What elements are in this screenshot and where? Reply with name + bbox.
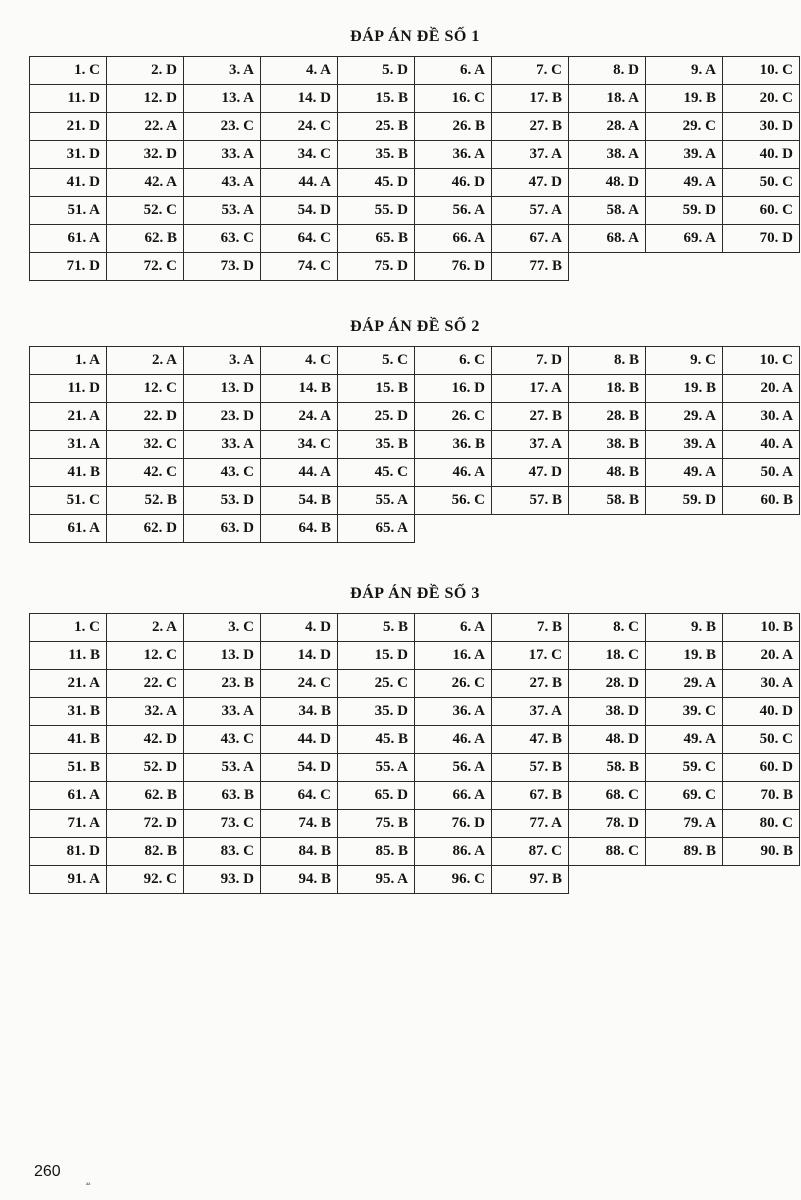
answer-cell: 8. D	[569, 57, 646, 85]
table-row	[30, 403, 800, 431]
answer-cell: 89. B	[646, 838, 723, 866]
answer-cell: 32. D	[107, 141, 184, 169]
table-row	[30, 431, 800, 459]
answer-table	[29, 346, 800, 543]
answer-cell: 82. B	[107, 838, 184, 866]
answer-cell: 81. D	[30, 838, 107, 866]
answer-cell: 32. A	[107, 698, 184, 726]
answer-cell: 29. A	[646, 670, 723, 698]
answer-cell: 44. A	[261, 169, 338, 197]
answer-cell: 67. B	[492, 782, 569, 810]
answer-cell: 50. C	[723, 169, 800, 197]
answer-cell: 20. C	[723, 85, 800, 113]
answer-cell: 2. A	[107, 347, 184, 375]
answer-cell: 13. D	[184, 642, 261, 670]
answer-cell: 79. A	[646, 810, 723, 838]
answer-cell: 47. D	[492, 459, 569, 487]
empty-cell	[569, 253, 646, 281]
answer-cell: 61. A	[30, 782, 107, 810]
answer-cell: 60. B	[723, 487, 800, 515]
answer-cell: 59. D	[646, 487, 723, 515]
table-row	[30, 347, 800, 375]
table-row	[30, 838, 800, 866]
answer-cell: 20. A	[723, 375, 800, 403]
answer-cell: 71. D	[30, 253, 107, 281]
table-row	[30, 375, 800, 403]
answer-cell: 30. A	[723, 670, 800, 698]
table-row	[30, 253, 800, 281]
answer-cell: 2. A	[107, 614, 184, 642]
answer-cell: 31. D	[30, 141, 107, 169]
answer-cell: 42. C	[107, 459, 184, 487]
answer-cell: 34. C	[261, 431, 338, 459]
answer-cell: 32. C	[107, 431, 184, 459]
answer-cell: 35. D	[338, 698, 415, 726]
answer-cell: 42. A	[107, 169, 184, 197]
answer-cell: 2. D	[107, 57, 184, 85]
answer-cell: 58. A	[569, 197, 646, 225]
answer-cell: 5. C	[338, 347, 415, 375]
answer-cell: 64. C	[261, 782, 338, 810]
answer-cell: 41. B	[30, 459, 107, 487]
answer-cell: 1. A	[30, 347, 107, 375]
answer-cell: 21. D	[30, 113, 107, 141]
answer-cell: 95. A	[338, 866, 415, 894]
answer-cell: 77. B	[492, 253, 569, 281]
answer-cell: 69. C	[646, 782, 723, 810]
answer-cell: 65. A	[338, 515, 415, 543]
answer-cell: 45. C	[338, 459, 415, 487]
answer-cell: 65. D	[338, 782, 415, 810]
answer-cell: 17. C	[492, 642, 569, 670]
answer-cell: 7. D	[492, 347, 569, 375]
answer-cell: 75. D	[338, 253, 415, 281]
table-row	[30, 515, 800, 543]
table-row	[30, 754, 800, 782]
answer-cell: 22. C	[107, 670, 184, 698]
answer-cell: 47. B	[492, 726, 569, 754]
answer-cell: 56. C	[415, 487, 492, 515]
answer-cell: 3. A	[184, 57, 261, 85]
answer-cell: 37. A	[492, 431, 569, 459]
answer-cell: 69. A	[646, 225, 723, 253]
answer-cell: 53. A	[184, 197, 261, 225]
answer-cell: 40. D	[723, 141, 800, 169]
answer-cell: 30. D	[723, 113, 800, 141]
table-row	[30, 726, 800, 754]
answer-cell: 34. B	[261, 698, 338, 726]
answer-cell: 52. D	[107, 754, 184, 782]
answer-cell: 33. A	[184, 698, 261, 726]
answer-cell: 71. A	[30, 810, 107, 838]
answer-cell: 83. C	[184, 838, 261, 866]
answer-cell: 50. A	[723, 459, 800, 487]
answer-cell: 60. C	[723, 197, 800, 225]
answer-cell: 26. C	[415, 670, 492, 698]
empty-cell	[569, 866, 646, 894]
answer-cell: 10. B	[723, 614, 800, 642]
answer-cell: 76. D	[415, 810, 492, 838]
answer-cell: 62. B	[107, 782, 184, 810]
answer-cell: 37. A	[492, 698, 569, 726]
table-row	[30, 197, 800, 225]
table-row	[30, 85, 800, 113]
answer-cell: 96. C	[415, 866, 492, 894]
answer-cell: 46. A	[415, 726, 492, 754]
answer-cell: 7. B	[492, 614, 569, 642]
answer-cell: 77. A	[492, 810, 569, 838]
answer-cell: 13. A	[184, 85, 261, 113]
table-row	[30, 113, 800, 141]
answer-cell: 63. C	[184, 225, 261, 253]
answer-cell: 41. B	[30, 726, 107, 754]
table-row	[30, 141, 800, 169]
answer-cell: 57. A	[492, 197, 569, 225]
answer-cell: 36. A	[415, 698, 492, 726]
answer-cell: 91. A	[30, 866, 107, 894]
answer-cell: 40. A	[723, 431, 800, 459]
answer-cell: 35. B	[338, 431, 415, 459]
answer-cell: 56. A	[415, 197, 492, 225]
answer-cell: 19. B	[646, 85, 723, 113]
answer-cell: 39. C	[646, 698, 723, 726]
answer-cell: 1. C	[30, 614, 107, 642]
answer-cell: 51. A	[30, 197, 107, 225]
answer-cell: 84. B	[261, 838, 338, 866]
answer-cell: 31. B	[30, 698, 107, 726]
answer-cell: 11. D	[30, 85, 107, 113]
answer-cell: 6. A	[415, 57, 492, 85]
answer-cell: 72. D	[107, 810, 184, 838]
answer-cell: 28. B	[569, 403, 646, 431]
answer-cell: 45. D	[338, 169, 415, 197]
answer-cell: 15. D	[338, 642, 415, 670]
answer-cell: 46. A	[415, 459, 492, 487]
answer-cell: 9. C	[646, 347, 723, 375]
empty-cell	[569, 515, 646, 543]
answer-cell: 4. C	[261, 347, 338, 375]
answer-cell: 54. D	[261, 754, 338, 782]
answer-cell: 48. B	[569, 459, 646, 487]
answer-cell: 97. B	[492, 866, 569, 894]
table-row	[30, 810, 800, 838]
answer-cell: 16. C	[415, 85, 492, 113]
answer-cell: 14. D	[261, 642, 338, 670]
answer-cell: 24. A	[261, 403, 338, 431]
page-number: 260	[34, 1163, 61, 1180]
answer-cell: 43. C	[184, 726, 261, 754]
answer-cell: 48. D	[569, 169, 646, 197]
answer-cell: 27. B	[492, 113, 569, 141]
answer-cell: 66. A	[415, 225, 492, 253]
answer-cell: 73. C	[184, 810, 261, 838]
answer-cell: 27. B	[492, 670, 569, 698]
answer-cell: 44. A	[261, 459, 338, 487]
answer-cell: 52. C	[107, 197, 184, 225]
answer-cell: 24. C	[261, 113, 338, 141]
answer-cell: 16. A	[415, 642, 492, 670]
answer-cell: 16. D	[415, 375, 492, 403]
answer-cell: 40. D	[723, 698, 800, 726]
answer-cell: 55. A	[338, 487, 415, 515]
answer-cell: 15. B	[338, 85, 415, 113]
answer-cell: 12. D	[107, 85, 184, 113]
answer-cell: 13. D	[184, 375, 261, 403]
empty-cell	[723, 866, 800, 894]
answer-cell: 28. A	[569, 113, 646, 141]
answer-cell: 59. D	[646, 197, 723, 225]
answer-cell: 6. C	[415, 347, 492, 375]
answer-cell: 62. B	[107, 225, 184, 253]
answer-cell: 85. B	[338, 838, 415, 866]
answer-cell: 9. A	[646, 57, 723, 85]
answer-cell: 37. A	[492, 141, 569, 169]
section-title: ĐÁP ÁN ĐỀ SỐ 3	[350, 585, 480, 602]
empty-cell	[646, 253, 723, 281]
answer-cell: 18. B	[569, 375, 646, 403]
answer-cell: 63. D	[184, 515, 261, 543]
answer-cell: 48. D	[569, 726, 646, 754]
answer-cell: 51. B	[30, 754, 107, 782]
answer-cell: 38. D	[569, 698, 646, 726]
answer-cell: 26. C	[415, 403, 492, 431]
section-title: ĐÁP ÁN ĐỀ SỐ 2	[350, 318, 480, 335]
answer-cell: 4. A	[261, 57, 338, 85]
answer-cell: 46. D	[415, 169, 492, 197]
answer-cell: 34. C	[261, 141, 338, 169]
answer-cell: 10. C	[723, 347, 800, 375]
answer-cell: 25. C	[338, 670, 415, 698]
answer-cell: 1. C	[30, 57, 107, 85]
answer-cell: 67. A	[492, 225, 569, 253]
answer-cell: 60. D	[723, 754, 800, 782]
answer-section-2	[29, 318, 801, 543]
answer-cell: 21. A	[30, 670, 107, 698]
answer-cell: 64. C	[261, 225, 338, 253]
answer-cell: 66. A	[415, 782, 492, 810]
answer-cell: 72. C	[107, 253, 184, 281]
answer-cell: 64. B	[261, 515, 338, 543]
answer-cell: 36. B	[415, 431, 492, 459]
answer-cell: 73. D	[184, 253, 261, 281]
answer-cell: 74. B	[261, 810, 338, 838]
answer-cell: 22. A	[107, 113, 184, 141]
answer-cell: 19. B	[646, 642, 723, 670]
answer-cell: 33. A	[184, 431, 261, 459]
answer-cell: 8. C	[569, 614, 646, 642]
answer-cell: 36. A	[415, 141, 492, 169]
answer-cell: 43. A	[184, 169, 261, 197]
answer-cell: 5. D	[338, 57, 415, 85]
answer-cell: 21. A	[30, 403, 107, 431]
answer-cell: 74. C	[261, 253, 338, 281]
answer-cell: 3. C	[184, 614, 261, 642]
answer-cell: 62. D	[107, 515, 184, 543]
answer-cell: 45. B	[338, 726, 415, 754]
answer-cell: 43. C	[184, 459, 261, 487]
answer-cell: 87. C	[492, 838, 569, 866]
answer-cell: 7. C	[492, 57, 569, 85]
table-row	[30, 866, 800, 894]
empty-cell	[646, 515, 723, 543]
answer-section-3	[29, 585, 801, 894]
answer-cell: 51. C	[30, 487, 107, 515]
answer-cell: 47. D	[492, 169, 569, 197]
answer-cell: 88. C	[569, 838, 646, 866]
answer-cell: 68. A	[569, 225, 646, 253]
answer-cell: 5. B	[338, 614, 415, 642]
answer-cell: 56. A	[415, 754, 492, 782]
answer-cell: 23. D	[184, 403, 261, 431]
answer-cell: 23. B	[184, 670, 261, 698]
answer-cell: 35. B	[338, 141, 415, 169]
table-row	[30, 459, 800, 487]
answer-cell: 80. C	[723, 810, 800, 838]
answer-cell: 29. A	[646, 403, 723, 431]
table-row	[30, 614, 800, 642]
table-row	[30, 169, 800, 197]
answer-cell: 14. B	[261, 375, 338, 403]
answer-cell: 25. B	[338, 113, 415, 141]
answer-cell: 24. C	[261, 670, 338, 698]
answer-cell: 18. A	[569, 85, 646, 113]
answer-cell: 4. D	[261, 614, 338, 642]
answer-cell: 15. B	[338, 375, 415, 403]
answer-cell: 78. D	[569, 810, 646, 838]
answer-cell: 70. D	[723, 225, 800, 253]
answer-cell: 63. B	[184, 782, 261, 810]
answer-cell: 11. B	[30, 642, 107, 670]
answer-cell: 54. B	[261, 487, 338, 515]
empty-cell	[492, 515, 569, 543]
empty-cell	[723, 515, 800, 543]
answer-cell: 68. C	[569, 782, 646, 810]
answer-cell: 65. B	[338, 225, 415, 253]
table-row	[30, 642, 800, 670]
empty-cell	[723, 253, 800, 281]
answer-cell: 29. C	[646, 113, 723, 141]
table-row	[30, 698, 800, 726]
answer-cell: 75. B	[338, 810, 415, 838]
answer-cell: 30. A	[723, 403, 800, 431]
answer-table	[29, 56, 800, 281]
answer-cell: 57. B	[492, 487, 569, 515]
answer-cell: 9. B	[646, 614, 723, 642]
answer-cell: 50. C	[723, 726, 800, 754]
empty-cell	[646, 866, 723, 894]
answer-cell: 17. A	[492, 375, 569, 403]
answer-cell: 25. D	[338, 403, 415, 431]
answer-cell: 11. D	[30, 375, 107, 403]
answer-cell: 90. B	[723, 838, 800, 866]
answer-cell: 8. B	[569, 347, 646, 375]
answer-cell: 38. A	[569, 141, 646, 169]
answer-cell: 12. C	[107, 642, 184, 670]
answer-cell: 61. A	[30, 225, 107, 253]
answer-cell: 55. D	[338, 197, 415, 225]
answer-cell: 57. B	[492, 754, 569, 782]
answer-cell: 94. B	[261, 866, 338, 894]
answer-cell: 58. B	[569, 754, 646, 782]
answer-cell: 14. D	[261, 85, 338, 113]
section-title: ĐÁP ÁN ĐỀ SỐ 1	[350, 28, 480, 45]
footer-mark: ᵃᵃ	[86, 1180, 91, 1189]
table-row	[30, 487, 800, 515]
table-row	[30, 782, 800, 810]
answer-cell: 39. A	[646, 141, 723, 169]
answer-cell: 59. C	[646, 754, 723, 782]
table-row	[30, 670, 800, 698]
answer-cell: 70. B	[723, 782, 800, 810]
answer-cell: 6. A	[415, 614, 492, 642]
table-row	[30, 57, 800, 85]
answer-cell: 61. A	[30, 515, 107, 543]
answer-cell: 18. C	[569, 642, 646, 670]
answer-cell: 41. D	[30, 169, 107, 197]
answer-cell: 22. D	[107, 403, 184, 431]
empty-cell	[415, 515, 492, 543]
answer-cell: 42. D	[107, 726, 184, 754]
answer-table	[29, 613, 800, 894]
answer-cell: 10. C	[723, 57, 800, 85]
answer-cell: 3. A	[184, 347, 261, 375]
answer-cell: 23. C	[184, 113, 261, 141]
table-row	[30, 225, 800, 253]
answer-cell: 52. B	[107, 487, 184, 515]
answer-cell: 19. B	[646, 375, 723, 403]
answer-cell: 49. A	[646, 459, 723, 487]
answer-cell: 55. A	[338, 754, 415, 782]
answer-cell: 28. D	[569, 670, 646, 698]
answer-cell: 31. A	[30, 431, 107, 459]
answer-cell: 86. A	[415, 838, 492, 866]
answer-section-1	[29, 28, 801, 281]
answer-cell: 27. B	[492, 403, 569, 431]
answer-cell: 38. B	[569, 431, 646, 459]
answer-cell: 17. B	[492, 85, 569, 113]
answer-cell: 53. D	[184, 487, 261, 515]
answer-cell: 76. D	[415, 253, 492, 281]
answer-cell: 58. B	[569, 487, 646, 515]
answer-cell: 93. D	[184, 866, 261, 894]
answer-cell: 54. D	[261, 197, 338, 225]
answer-cell: 49. A	[646, 726, 723, 754]
answer-cell: 53. A	[184, 754, 261, 782]
answer-cell: 33. A	[184, 141, 261, 169]
answer-cell: 12. C	[107, 375, 184, 403]
answer-cell: 44. D	[261, 726, 338, 754]
answer-cell: 49. A	[646, 169, 723, 197]
answer-cell: 92. C	[107, 866, 184, 894]
answer-cell: 20. A	[723, 642, 800, 670]
answer-cell: 26. B	[415, 113, 492, 141]
answer-cell: 39. A	[646, 431, 723, 459]
